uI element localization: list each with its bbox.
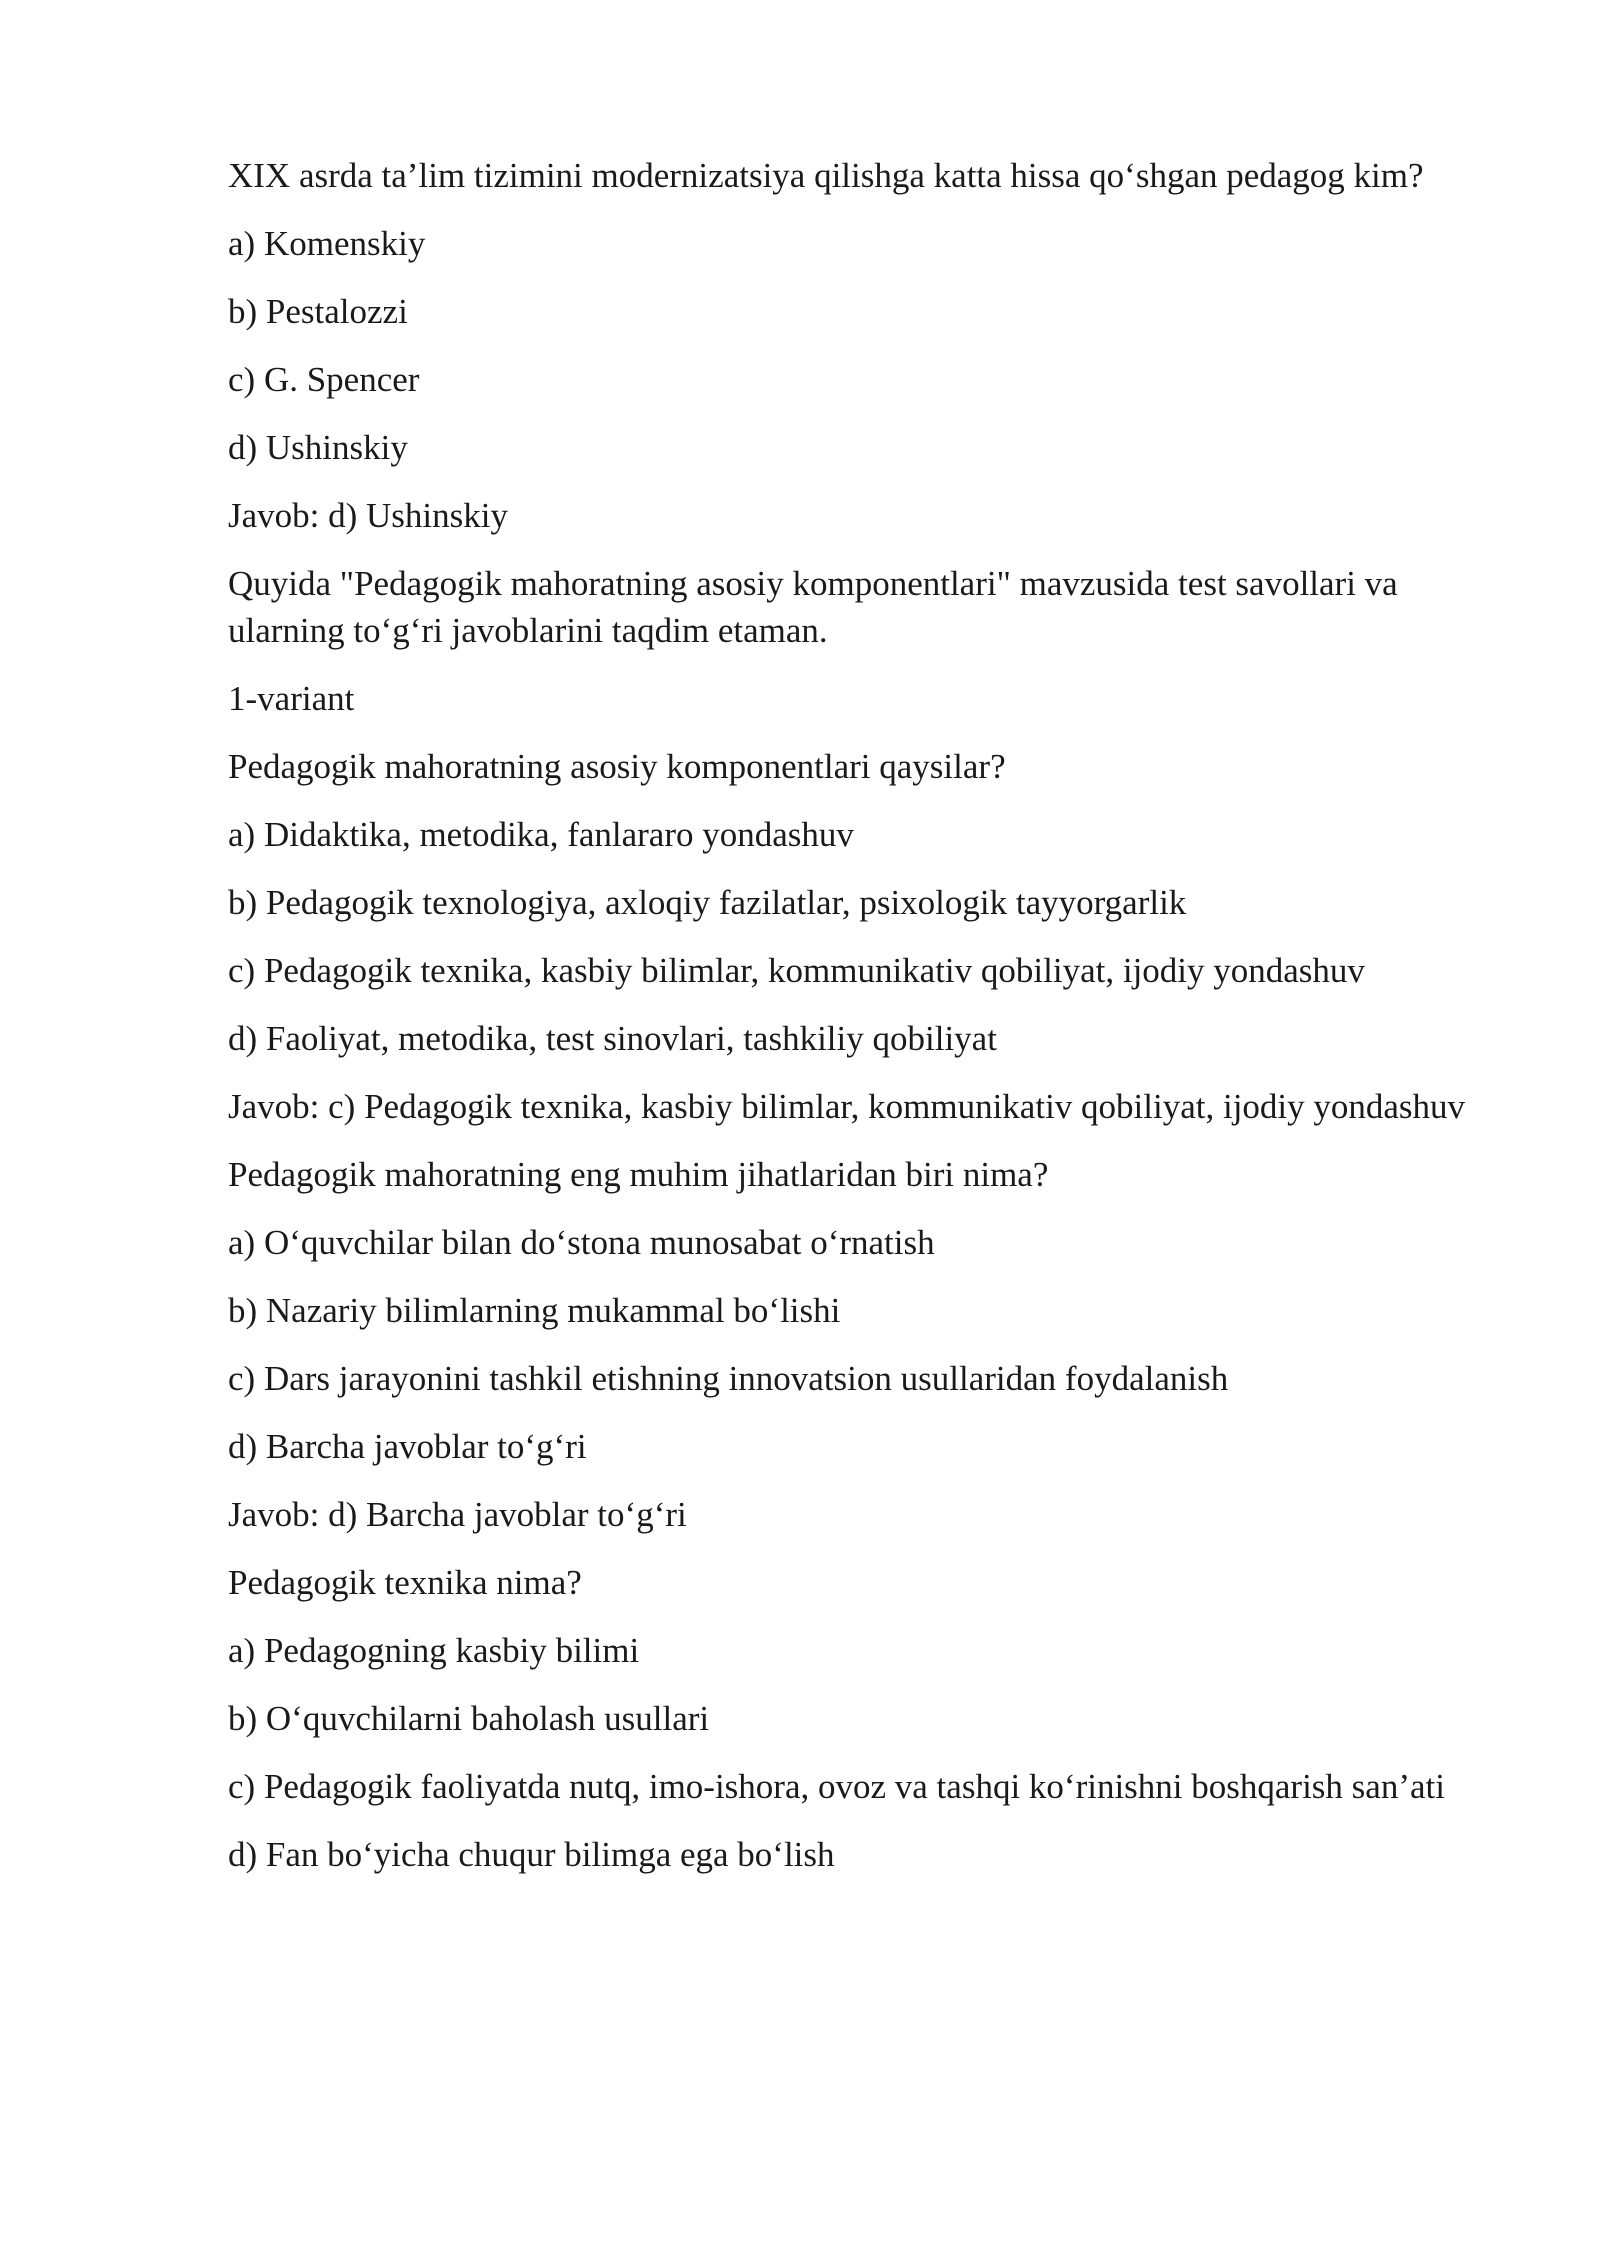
answer-option: c) Dars jarayonini tashkil etishning innovatsion usullaridan foydalanish <box>228 1359 1229 1398</box>
answer-option: a) Pedagogning kasbiy bilimi <box>228 1631 640 1670</box>
answer-key: Javob: d) Barcha javoblar to‘g‘ri <box>228 1495 687 1534</box>
answer-option: c) Pedagogik faoliyatda nutq, imo-ishora, ovoz va tashqi ko‘rinishni boshqarish san’ati <box>228 1767 1445 1806</box>
answer-option: b) Pestalozzi <box>228 292 408 331</box>
answer-option: b) Pedagogik texnologiya, axloqiy fazilatlar, psixologik tayyorgarlik <box>228 883 1187 922</box>
answer-option: b) Nazariy bilimlarning mukammal bo‘lishi <box>228 1291 841 1330</box>
question-text: Pedagogik texnika nima? <box>228 1563 582 1602</box>
answer-option: c) G. Spencer <box>228 360 420 399</box>
question-text: Pedagogik mahoratning eng muhim jihatlaridan biri nima? <box>228 1155 1049 1194</box>
answer-option: d) Barcha javoblar to‘g‘ri <box>228 1427 587 1466</box>
document-body <box>228 152 1468 1899</box>
answer-key: Javob: c) Pedagogik texnika, kasbiy bilimlar, kommunikativ qobiliyat, ijodiy yondashuv <box>228 1087 1466 1126</box>
question-text: XIX asrda ta’lim tizimini modernizatsiya qilishga katta hissa qo‘shgan pedagog kim? <box>228 156 1424 195</box>
answer-option: b) O‘quvchilarni baholash usullari <box>228 1699 710 1738</box>
intro-paragraph: Quyida "Pedagogik mahoratning asosiy komponentlari" mavzusida test savollari va ularning to‘g‘ri javoblarini taqdim etaman. <box>228 564 1398 650</box>
answer-option: d) Fan bo‘yicha chuqur bilimga ega bo‘lish <box>228 1835 835 1874</box>
variant-heading: 1-variant <box>228 679 355 718</box>
answer-option: c) Pedagogik texnika, kasbiy bilimlar, kommunikativ qobiliyat, ijodiy yondashuv <box>228 951 1365 990</box>
answer-option: d) Faoliyat, metodika, test sinovlari, tashkiliy qobiliyat <box>228 1019 997 1058</box>
answer-option: a) Didaktika, metodika, fanlararo yondashuv <box>228 815 854 854</box>
answer-option: a) Komenskiy <box>228 224 426 263</box>
question-text: Pedagogik mahoratning asosiy komponentlari qaysilar? <box>228 747 1006 786</box>
answer-option: a) O‘quvchilar bilan do‘stona munosabat o‘rnatish <box>228 1223 935 1262</box>
answer-key: Javob: d) Ushinskiy <box>228 496 508 535</box>
answer-option: d) Ushinskiy <box>228 428 408 467</box>
